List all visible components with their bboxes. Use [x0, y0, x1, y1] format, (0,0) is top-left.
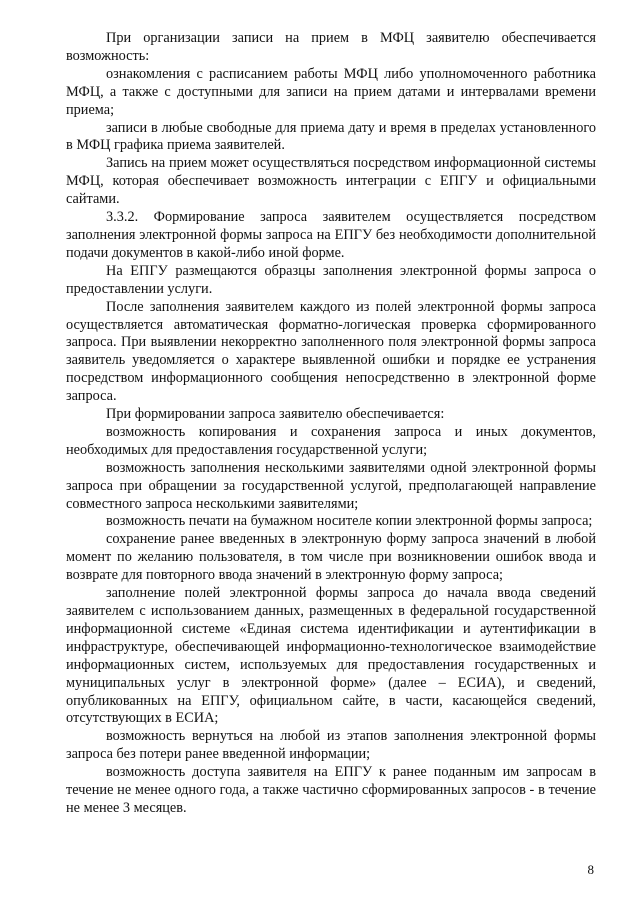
paragraph: На ЕПГУ размещаются образцы заполнения электронной формы запроса о предоставлении услуги. [66, 262, 596, 297]
paragraph: возможность заполнения несколькими заявителями одной электронной формы запроса при обращении за государственной услугой, предполагающей направление совместного запроса несколькими заявителями; [66, 459, 596, 512]
paragraph: возможность печати на бумажном носителе копии электронной формы запроса; [106, 513, 593, 530]
paragraph: возможность доступа заявителя на ЕПГУ к ранее поданным им запросам в течение не менее одного года, а также частично сформированных запросов - в течение не менее 3 месяцев. [66, 764, 596, 816]
document-body [66, 30, 596, 818]
paragraph: возможность вернуться на любой из этапов заполнения электронной формы запроса без потери ранее введенной информации; [66, 728, 596, 763]
paragraph: При формировании запроса заявителю обеспечивается: [106, 406, 445, 423]
paragraph: Запись на прием может осуществляться посредством информационной системы МФЦ, которая обеспечивает возможность интеграции с ЕПГУ и официальными сайтами. [66, 155, 596, 208]
paragraph: записи в любые свободные для приема дату и время в пределах установленного в МФЦ графика приема заявителей. [66, 119, 596, 154]
paragraph: сохранение ранее введенных в электронную форму запроса значений в любой момент по желанию пользователя, в том числе при возникновении ошибок ввода и возврате для повторного ввода значений в электронную форму запроса; [66, 531, 596, 584]
paragraph: возможность копирования и сохранения запроса и иных документов, необходимых для предоставления государственной услуги; [66, 423, 596, 458]
paragraph: 3.3.2. Формирование запроса заявителем осуществляется посредством заполнения электронной формы запроса на ЕПГУ без необходимости дополнительной подачи документов в какой-либо иной форме. [66, 209, 596, 261]
paragraph: заполнение полей электронной формы запроса до начала ввода сведений заявителем с использованием данных, размещенных в федеральной государственной информационной системе «Единая система идентификации и аутентификации в инфраструктуре, обеспечивающей информационно-технологическое взаимодействие информационных систем, используемых для предоставления государственных и муниципальных услуг в электронной форме» (далее – ЕСИА), и сведений, опубликованных на ЕПГУ, официальном сайте, в части, касающейся сведений, отсутствующих в ЕСИА; [66, 585, 596, 727]
paragraph: ознакомления с расписанием работы МФЦ либо уполномоченного работника МФЦ, а также с доступными для записи на прием датами и интервалами времени приема; [66, 65, 596, 118]
paragraph: При организации записи на прием в МФЦ заявителю обеспечивается возможность: [66, 30, 596, 64]
page-number: 8 [587, 862, 594, 877]
paragraph: После заполнения заявителем каждого из полей электронной формы запроса осуществляется автоматическая форматно-логическая проверка сформированного запроса. При выявлении некорректно заполненного поля электронной формы запроса заявитель уведомляется о характере выявленной ошибки и порядке ее устранения посредством информационного сообщения непосредственно в электронной форме запроса. [66, 298, 596, 405]
